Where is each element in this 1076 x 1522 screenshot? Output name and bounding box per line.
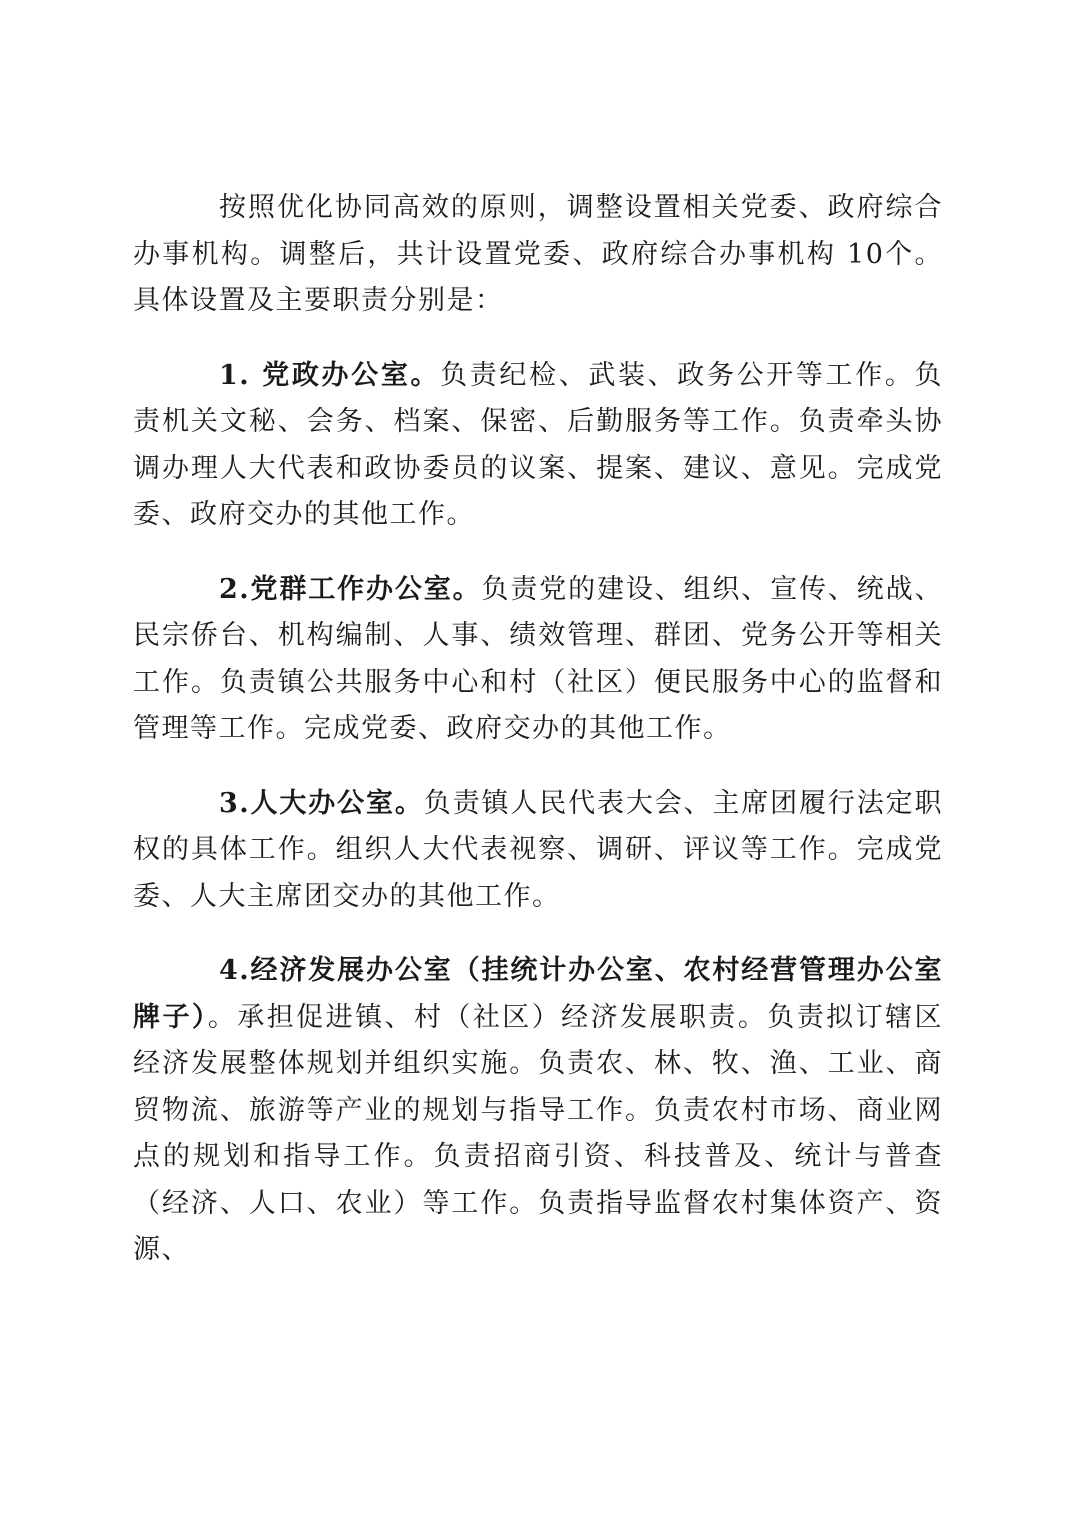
section-body: 负责镇人民代表大会、主席团履行法定职权的具体工作。组织人大代表视察、调研、评议等工作。完成党委、人大主席团交办的其他工作。 [133, 787, 944, 912]
section-economic-development-office [133, 948, 943, 1274]
section-heading: 4.经济发展办公室（挂统计办公室、农村经营管理办公室牌子） [133, 955, 943, 1033]
section-heading: 2.党群工作办公室。 [219, 573, 482, 605]
section-body: 负责党的建设、组织、宣传、统战、民宗侨台、机构编制、人事、绩效管理、群团、党务公开等相关工作。负责镇公共服务中心和村（社区）便民服务中心的监督和管理等工作。完成党委、政府交办的其他工作。 [133, 573, 944, 744]
section-body: 。承担促进镇、村（社区）经济发展职责。负责拟订辖区经济发展整体规划并组织实施。负责农、林、牧、渔、工业、商贸物流、旅游等产业的规划与指导工作。负责农村市场、商业网点的规划和指导工作。负责招商引资、科技普及、统计与普查（经济、人口、农业）等工作。负责指导监督农村集体资产、资源、 [133, 1001, 944, 1265]
intro-paragraph: 按照优化协同高效的原则，调整设置相关党委、政府综合办事机构。调整后，共计设置党委、政府综合办事机构 10个。具体设置及主要职责分别是： [133, 192, 943, 316]
section-party-government-office [133, 353, 943, 539]
section-heading: 1. 党政办公室。 [219, 359, 441, 391]
section-npc-office [133, 781, 943, 921]
section-party-mass-work-office [133, 567, 943, 753]
section-heading: 3.人大办公室。 [219, 787, 424, 819]
section-body: 负责纪检、武装、政务公开等工作。负责机关文秘、会务、档案、保密、后勤服务等工作。负责牵头协调办理人大代表和政协委员的议案、提案、建议、意见。完成党委、政府交办的其他工作。 [133, 359, 943, 530]
document-page [133, 185, 943, 1302]
